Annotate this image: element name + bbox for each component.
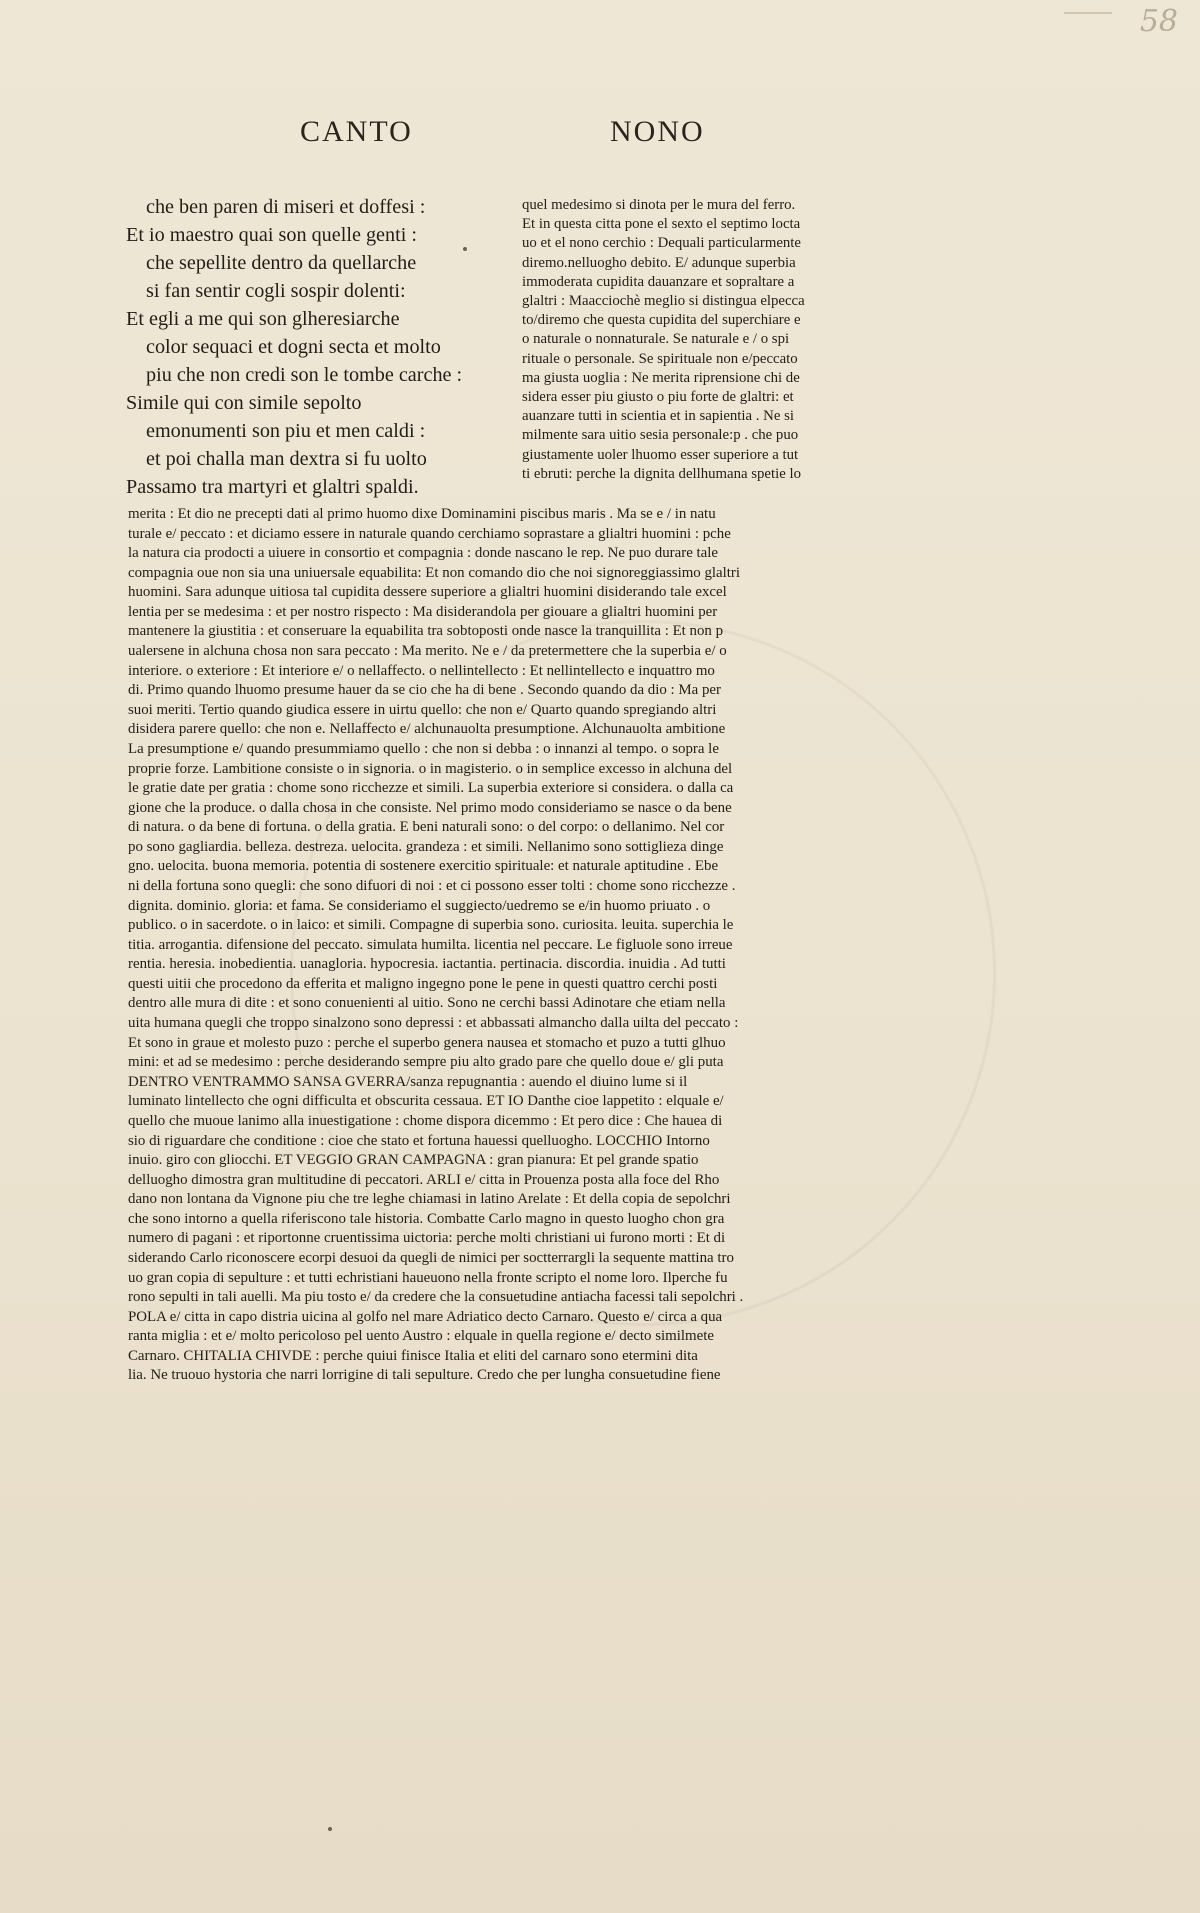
- commentary-line: compagnia oue non sia una uniuersale equabilita: Et non comando dio che noi signoreggiassimo glaltri: [128, 564, 741, 581]
- commentary-line: di. Primo quando lhuomo presume hauer da se cio che ha di bene . Secondo quando da dio : Ma per: [128, 682, 721, 699]
- commentary-line: titia. arrogantia. difensione del peccato. simulata humilta. licentia nel peccare. Le figluole sono irreue: [128, 936, 733, 953]
- commentary-line: questi uitii che procedono da efferita et maligno ingegno pone le pene in questi quattro cerchi posti: [128, 975, 718, 992]
- commentary-line: delluogho dimostra gran multitudine di peccatori. ARLI e/ citta in Prouenza posta alla foce del Rho: [128, 1171, 720, 1188]
- commentary-line: luminato lintellecto che ogni difficulta et obscurita cessaua. ET IO Danthe cioe lappetito : elquale e/: [128, 1093, 724, 1110]
- commentary-line: rono sepulti in tali auelli. Ma piu tosto e/ da credere che la consuetudine antiacha facessi tali sepolchri .: [128, 1289, 744, 1306]
- commentary-line: suoi meriti. Tertio quando giudica essere in uirtu quello: che non e/ Quarto quando spregiando altri: [128, 701, 717, 718]
- commentary-line: lentia per se medesima : et per nostro rispecto : Ma disiderandola per giouare a glialtri huomini per: [128, 603, 718, 620]
- commentary-line: dano non lontana da Vignone piu che tre leghe chiamasi in latino Arelate : Et della copia de sepolchri: [128, 1191, 731, 1208]
- verse-line: et poi challa man dextra si fu uolto: [146, 448, 427, 470]
- commentary-line: siderando Carlo riconoscere ecorpi desuoi da quegli de nimici per soctterrargli la sequente mattina tro: [128, 1249, 734, 1266]
- commentary-line: mini: et ad se medesimo : perche desiderando sempre piu alto grado pare che quello doue e/ gli puta: [128, 1054, 724, 1071]
- verse-line: Passamo tra martyri et glaltri spaldi.: [126, 476, 419, 498]
- verse-line: piu che non credi son le tombe carche :: [146, 364, 463, 386]
- commentary-line: gno. uelocita. buona memoria. potentia di sostenere exercitio spirituale: et naturale aptitudine . Ebe: [128, 858, 719, 875]
- commentary-line: rituale o personale. Se spirituale non e/peccato: [522, 350, 798, 367]
- commentary-line: ma giusta uoglia : Ne merita riprensione chi de: [522, 369, 800, 386]
- commentary-full-width: [128, 505, 888, 1386]
- folio-rule: [1064, 12, 1112, 14]
- verse-block: [126, 193, 506, 501]
- commentary-line: La presumptione e/ quando presummiamo quello : che non si debba : o innanzi al tempo. o sopra le: [128, 740, 719, 757]
- commentary-line: mantenere la giustitia : et conseruare la equabilita tra sobtoposti onde nasce la tranquillita : Et non p: [128, 623, 724, 640]
- commentary-line: po sono gagliardia. belleza. destreza. uelocita. grandeza : et simili. Nellanimo sono sottiglieza dinge: [128, 838, 724, 855]
- commentary-line: numero di pagani : et riportonne cruentissima uictoria: perche molti christiani ui furono morti : Et di: [128, 1230, 726, 1247]
- commentary-line: rentia. heresia. inobedientia. uanagloria. hypocresia. iactantia. pertinacia. discordia. inuidia . Ad tutti: [128, 956, 726, 973]
- verse-line: color sequaci et dogni secta et molto: [146, 336, 441, 358]
- commentary-line: che sono intorno a quella riferiscono tale historia. Combatte Carlo magno in questo luogho chon gra: [128, 1210, 725, 1227]
- commentary-line: auanzare tutti in scientia et in sapientia . Ne si: [522, 408, 795, 425]
- commentary-line: inuio. giro con gliocchi. ET VEGGIO GRAN CAMPAGNA : gran pianura: Et pel grande spatio: [128, 1152, 699, 1169]
- commentary-line: ni della fortuna sono quegli: che sono difuori di noi : et ci possono esser tolti : chome sono ricchezze .: [128, 877, 736, 894]
- folio-number: 58: [1139, 4, 1178, 39]
- commentary-line: turale e/ peccato : et diciamo essere in naturale quando cerchiamo soprastare a glialtri huomini : pche: [128, 525, 731, 542]
- printer-mark: [463, 247, 467, 251]
- running-head-number: NONO: [610, 115, 705, 148]
- commentary-line: dignita. dominio. gloria: et fama. Se consideriamo el suggiecto/uedremo se e/in huomo priuato . o: [128, 897, 711, 914]
- verse-line: Et io maestro quai son quelle genti :: [126, 224, 417, 246]
- commentary-line: DENTRO VENTRAMMO SANSA GVERRA/sanza repugnantia : auendo el diuino lume si il: [128, 1073, 688, 1090]
- commentary-line: uita humana quegli che troppo sinalzono sono depressi : et abbassati almancho dalla uilta del peccato :: [128, 1015, 739, 1032]
- commentary-line: proprie forze. Lambitione consiste o in signoria. o in magisterio. o in semplice excesso in alchuna del: [128, 760, 733, 777]
- commentary-line: la natura cia prodocti a uiuere in consortio et compagnia : donde nascano le rep. Ne puo durare tale: [128, 545, 719, 562]
- commentary-line: quel medesimo si dinota per le mura del ferro.: [522, 197, 796, 213]
- verse-line: che ben paren di miseri et doffesi :: [146, 196, 426, 218]
- commentary-line: interiore. o exteriore : Et interiore e/ o nellaffecto. o nellintellecto : Et nellintellecto e inquattro mo: [128, 662, 715, 679]
- verse-line: emonumenti son piu et men caldi :: [146, 420, 426, 442]
- commentary-line: milmente sara uitio sesia personale:p . che puo: [522, 427, 799, 444]
- verse-line: Simile qui con simile sepolto: [126, 392, 362, 414]
- commentary-line: gione che la produce. o dalla chosa in che consiste. Nel primo modo consideriamo se nasce o da bene: [128, 799, 732, 816]
- commentary-line: diremo.nelluogho debito. E/ adunque superbia: [522, 254, 796, 271]
- commentary-right-column: [522, 196, 884, 484]
- verse-line: si fan sentir cogli sospir dolenti:: [146, 280, 406, 302]
- printer-mark: [328, 1827, 332, 1831]
- commentary-line: merita : Et dio ne precepti dati al primo huomo dixe Dominamini piscibus maris . Ma se e / in natu: [128, 506, 716, 522]
- commentary-line: le gratie date per gratia : chome sono ricchezze et simili. La superbia exteriore si considera. o dalla ca: [128, 780, 734, 797]
- commentary-line: Et in questa citta pone el sexto el septimo locta: [522, 216, 801, 233]
- commentary-line: lia. Ne truouo hystoria che narri lorrigine di tali sepulture. Credo che per lungha consuetudine fiene: [128, 1367, 721, 1384]
- commentary-line: uo gran copia di sepulture : et tutti echristiani haueuono nella fronte scripto el nome loro. Ilperche fu: [128, 1269, 728, 1286]
- commentary-line: ualersene in alchuna chosa non sara peccato : Ma merito. Ne e / da pretermettere che la superbia e/ o: [128, 643, 727, 660]
- commentary-line: immoderata cupidita dauanzare et sopraltare a: [522, 273, 795, 290]
- commentary-line: uo et el nono cerchio : Dequali particularmente: [522, 235, 801, 252]
- commentary-line: sidera esser piu giusto o piu forte de glaltri: et: [522, 389, 794, 406]
- commentary-line: sio di riguardare che conditione : cioe che stato et fortuna hauessi quelluogho. LOCCHIO Intorno: [128, 1132, 710, 1149]
- commentary-line: o naturale o nonnaturale. Se naturale e / o spi: [522, 331, 790, 348]
- verse-line: che sepellite dentro da quellarche: [146, 252, 417, 274]
- commentary-line: POLA e/ citta in capo distria uicina al golfo nel mare Adriatico decto Carnaro. Questo e/ circa a qua: [128, 1308, 723, 1325]
- commentary-line: Carnaro. CHITALIA CHIVDE : perche quiui finisce Italia et eliti del carnaro sono etermini dita: [128, 1347, 698, 1364]
- commentary-line: dentro alle mura di dite : et sono conuenienti al uitio. Sono ne cerchi bassi Adinotare che etiam nella: [128, 995, 726, 1012]
- commentary-line: huomini. Sara adunque uitiosa tal cupidita dessere superiore a glialtri huomini disiderando tale excel: [128, 584, 727, 601]
- commentary-line: glaltri : Maacciochè meglio si distingua elpecca: [522, 293, 805, 310]
- verse-line: Et egli a me qui son glheresiarche: [126, 308, 400, 330]
- commentary-line: quello che muoue lanimo alla inuestigatione : chome dispora dicemmo : Et pero dice : Che hauea di: [128, 1112, 723, 1129]
- commentary-line: ranta miglia : et e/ molto pericoloso pel uento Austro : elquale in quella regione e/ decto similmete: [128, 1328, 714, 1345]
- commentary-line: Et sono in graue et molesto puzo : perche el superbo genera nausea et stomacho et puzo a tutti glhuo: [128, 1034, 726, 1051]
- commentary-line: ti ebruti: perche la dignita dellhumana spetie lo: [522, 465, 801, 482]
- commentary-line: to/diremo che questa cupidita del superchiare e: [522, 312, 801, 329]
- commentary-line: giustamente uoler lhuomo esser superiore a tut: [522, 446, 799, 463]
- commentary-line: disidera parere quello: che non e. Nellaffecto e/ alchunauolta presumptione. Alchunauolta ambitione: [128, 721, 726, 738]
- commentary-line: di natura. o da bene di fortuna. o della gratia. E beni naturali sono: o del corpo: o dellanimo. Nel cor: [128, 819, 725, 836]
- running-head-canto: CANTO: [300, 115, 413, 148]
- commentary-line: publico. o in sacerdote. o in laico: et simili. Compagne di superbia sono. curiosita. leuita. superchia le: [128, 917, 734, 934]
